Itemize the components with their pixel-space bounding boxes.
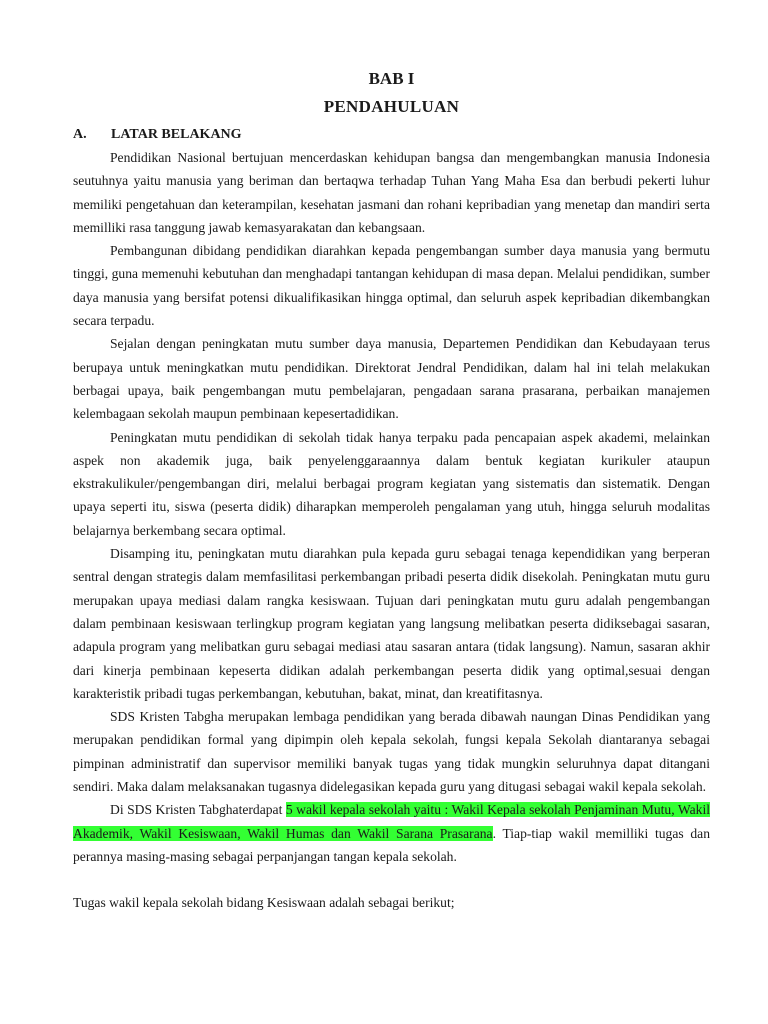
- paragraph-1: Pendidikan Nasional bertujuan mencerdaskan kehidupan bangsa dan mengembangkan manusia Indonesia seutuhnya yaitu manusia yang beriman dan bertaqwa terhadap Tuhan Yang Maha Esa dan berbudi pekerti luhur memiliki pengetahuan dan keterampilan, kesehatan jasmani dan rohani kepribadian yang menetap dan mandiri serta memilliki rasa tanggung jawab kemasyarakatan dan kebangsaan.: [73, 150, 710, 235]
- paragraph-7: [73, 798, 710, 868]
- paragraph-6: SDS Kristen Tabgha merupakan lembaga pendidikan yang berada dibawah naungan Dinas Pendidikan yang merupakan pendidikan formal yang dipimpin oleh kepala sekolah, fungsi kepala Sekolah diantaranya sebagai pimpinan administratif dan supervisor memiliki banyak tugas yang tidak mungkin seluruhnya dapat ditangani sendiri. Maka dalam melaksanakan tugasnya didelegasikan kepada guru yang ditugasi sebagai wakil kepala sekolah.: [73, 709, 710, 795]
- paragraph-3: Sejalan dengan peningkatan mutu sumber daya manusia, Departemen Pendidikan dan Kebudayaan terus berupaya untuk meningkatkan mutu pendidikan. Direktorat Jendral Pendidikan, dalam hal ini telah melakukan berbagai upaya, baik pengembangan mutu pembelajaran, pengadaan sarana prasarana, perbaikan manajemen kelembagaan sekolah maupun pembinaan kepesertadidikan.: [73, 336, 710, 422]
- highlighted-text: 5 wakil kepala sekolah yaitu : Wakil Kepala sekolah Penjaminan Mutu, Wakil Akademik, Wakil Kesiswaan, Wakil Humas dan Wakil Sarana Prasarana: [73, 802, 711, 841]
- closing-line: Tugas wakil kepala sekolah bidang Kesiswaan adalah sebagai berikut;: [73, 895, 455, 911]
- paragraph-7-lead: Di SDS Kristen Tabghaterdapat: [110, 802, 286, 818]
- paragraph-4: Peningkatan mutu pendidikan di sekolah tidak hanya terpaku pada pencapaian aspek akademi, melainkan aspek non akademik juga, baik penyelenggaraannya dalam bentuk kegiatan kurikuler ataupun ekstrakulikuler/pengembangan diri, melalui berbagai program kegiatan yang sistematis dan sistematik. Dengan upaya seperti itu, siswa (peserta didik) diharapkan memperoleh pengalaman yang utuh, hingga seluruh modalitas belajarnya berkembang secara optimal.: [73, 429, 710, 538]
- paragraph-5: Disamping itu, peningkatan mutu diarahkan pula kepada guru sebagai tenaga kependidikan yang berperan sentral dengan strategis dalam memfasilitasi perkembangan pribadi peserta didik disekolah. Peningkatan mutu guru merupakan upaya mediasi dalam rangka kesiswaan. Tujuan dari peningkatan mutu guru adalah pengembangan dalam pembinaan kesiswaan terlingkup program kegiatan yang langsung melibatkan peserta didiksebagai sasaran, adapula program yang melibatkan guru sebagai mediasi atau sasaran antara (tidak langsung). Namun, sasaran akhir dari kinerja pembinaan kepeserta didikan adalah perkembangan peserta didik yang optimal,sesuai dengan karakteristik pribadi tugas perkembangan, kebutuhan, bakat, minat, dan kreatifitasnya.: [73, 546, 710, 701]
- chapter-title: PENDAHULUAN: [323, 97, 460, 116]
- section-heading: [73, 118, 710, 146]
- paragraph-2: Pembangunan dibidang pendidikan diarahkan kepada pengembangan sumber daya manusia yang bermutu tinggi, guna memenuhi kebutuhan dan menghadapi tantangan kehidupan di masa depan. Melalui pendidikan, sumber daya manusia yang bersifat potensi dikualifikasikan hingga optimal, dan seluruh aspek kepribadian dikembangkan secara terpadu.: [73, 243, 710, 329]
- paragraph-7-tail: . Tiap-tiap wakil memilliki tugas dan perannya masing-masing sebagai perpanjangan tangan kepala sekolah.: [73, 825, 710, 864]
- chapter-number: BAB I: [368, 69, 415, 88]
- section-number: A.: [73, 127, 87, 142]
- section-title: LATAR BELAKANG: [111, 127, 242, 142]
